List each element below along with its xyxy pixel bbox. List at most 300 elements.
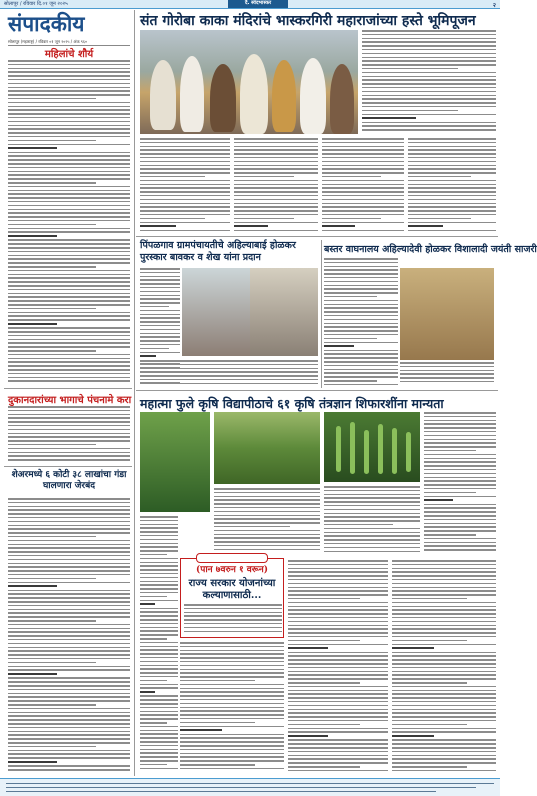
text-line bbox=[234, 218, 294, 220]
text-line bbox=[140, 172, 230, 174]
text-line bbox=[140, 344, 180, 346]
text-line bbox=[8, 377, 130, 379]
text-line bbox=[234, 161, 318, 163]
text-line bbox=[214, 492, 320, 494]
text-line bbox=[324, 353, 398, 355]
text-line bbox=[392, 636, 496, 638]
text-line bbox=[8, 635, 130, 637]
text-line bbox=[140, 661, 178, 663]
text-line bbox=[140, 291, 180, 293]
text-line bbox=[8, 536, 96, 538]
text-line bbox=[234, 142, 318, 144]
text-line bbox=[180, 760, 284, 762]
text-line bbox=[322, 218, 381, 220]
text-line bbox=[140, 317, 180, 319]
text-line bbox=[140, 355, 156, 357]
text-line bbox=[180, 657, 284, 659]
editorial-headline-1: महिलांचे शौर्य bbox=[44, 49, 94, 60]
text-line bbox=[180, 665, 284, 667]
headline-agri: महात्मा फुले कृषि विद्यापीठाचे ६१ कृषि तंत्रज्ञान शिफारशींना मान्यता bbox=[140, 396, 444, 411]
text-line bbox=[8, 113, 130, 115]
text-line bbox=[180, 710, 284, 712]
text-line bbox=[408, 146, 496, 148]
text-line bbox=[8, 436, 130, 438]
text-line bbox=[8, 601, 130, 603]
text-line bbox=[424, 439, 496, 441]
text-line bbox=[424, 499, 453, 501]
text-line bbox=[408, 138, 496, 140]
text-line bbox=[8, 624, 130, 626]
text-line bbox=[180, 714, 284, 716]
text-line bbox=[322, 138, 404, 140]
text-line bbox=[322, 153, 404, 155]
text-line bbox=[392, 564, 496, 566]
text-line bbox=[180, 768, 284, 770]
box-title: राज्य सरकार योजनांच्या कल्याणासाठी... bbox=[188, 578, 276, 601]
text-line bbox=[288, 739, 388, 741]
text-line bbox=[140, 360, 318, 362]
section-rule bbox=[136, 236, 498, 237]
text-line bbox=[8, 228, 130, 230]
text-line bbox=[8, 60, 130, 62]
text-line bbox=[140, 543, 178, 545]
text-line bbox=[8, 677, 130, 679]
text-line bbox=[288, 682, 360, 684]
text-line bbox=[140, 638, 167, 640]
text-line bbox=[234, 230, 318, 232]
text-line bbox=[288, 705, 388, 707]
text-line bbox=[324, 490, 420, 492]
text-line bbox=[8, 258, 130, 260]
text-line bbox=[408, 168, 496, 170]
text-line bbox=[392, 575, 496, 577]
text-line bbox=[8, 125, 130, 127]
text-line bbox=[140, 142, 230, 144]
text-line bbox=[234, 172, 318, 174]
text-line bbox=[140, 726, 178, 728]
text-line bbox=[214, 526, 290, 528]
headline-middle-right: बस्तर वाघनालय अहिल्यादेवी होळकर विशालादी जयंती साजरी bbox=[324, 244, 537, 255]
text-line bbox=[288, 663, 388, 665]
text-line bbox=[8, 277, 130, 279]
text-line bbox=[8, 186, 130, 188]
text-line bbox=[408, 210, 496, 212]
text-line bbox=[180, 703, 284, 705]
text-line bbox=[140, 295, 180, 297]
text-line bbox=[424, 511, 496, 513]
text-line bbox=[408, 172, 496, 174]
text-line bbox=[424, 427, 496, 429]
text-line bbox=[8, 421, 130, 423]
text-line bbox=[140, 741, 178, 743]
text-line bbox=[324, 273, 398, 275]
text-line bbox=[140, 364, 318, 366]
crop-photo-3 bbox=[324, 412, 420, 482]
text-line bbox=[140, 764, 167, 766]
text-line bbox=[424, 526, 496, 528]
text-line bbox=[324, 315, 398, 317]
text-line bbox=[8, 255, 130, 257]
text-line bbox=[8, 239, 130, 241]
text-line bbox=[184, 615, 282, 617]
imprint-footer bbox=[0, 778, 500, 796]
text-line bbox=[140, 276, 180, 278]
text-line bbox=[408, 214, 496, 216]
text-line bbox=[324, 296, 377, 298]
text-line bbox=[392, 640, 467, 642]
text-line bbox=[180, 699, 284, 701]
text-line bbox=[234, 187, 318, 189]
text-line bbox=[322, 195, 404, 197]
text-line bbox=[324, 501, 420, 503]
text-line bbox=[8, 350, 96, 352]
text-line bbox=[8, 109, 130, 111]
text-line bbox=[8, 323, 57, 325]
text-line bbox=[140, 634, 178, 636]
text-line bbox=[140, 596, 167, 598]
text-line bbox=[8, 163, 130, 165]
text-line bbox=[8, 746, 96, 748]
text-line bbox=[392, 697, 496, 699]
text-line bbox=[8, 517, 130, 519]
text-line bbox=[140, 272, 180, 274]
text-line bbox=[180, 646, 284, 648]
text-line bbox=[362, 49, 496, 51]
text-line bbox=[362, 83, 496, 85]
text-line bbox=[184, 604, 282, 606]
text-line bbox=[180, 737, 284, 739]
text-line bbox=[8, 723, 130, 725]
text-line bbox=[424, 458, 496, 460]
text-line bbox=[8, 79, 130, 81]
text-line bbox=[324, 528, 420, 530]
text-line bbox=[8, 609, 130, 611]
text-line bbox=[288, 613, 388, 615]
text-line bbox=[322, 187, 404, 189]
text-line bbox=[184, 612, 282, 614]
text-line bbox=[8, 64, 130, 66]
text-line bbox=[8, 193, 130, 195]
text-line bbox=[140, 206, 230, 208]
text-line bbox=[324, 350, 398, 352]
text-line bbox=[234, 199, 318, 201]
text-line bbox=[424, 523, 496, 525]
text-line bbox=[324, 509, 420, 511]
text-line bbox=[288, 583, 388, 585]
text-line bbox=[180, 753, 284, 755]
text-line bbox=[214, 499, 320, 501]
text-line bbox=[400, 381, 494, 383]
text-line bbox=[424, 515, 496, 517]
text-line bbox=[362, 60, 496, 62]
text-line bbox=[8, 174, 130, 176]
text-line bbox=[180, 650, 284, 652]
text-line bbox=[8, 563, 130, 565]
text-line bbox=[140, 520, 178, 522]
text-line bbox=[424, 534, 476, 536]
text-line bbox=[214, 496, 320, 498]
text-line bbox=[392, 762, 496, 764]
text-line bbox=[140, 191, 230, 193]
text-line bbox=[288, 606, 388, 608]
text-line bbox=[8, 605, 130, 607]
text-line bbox=[140, 680, 167, 682]
text-line bbox=[8, 616, 130, 618]
text-line bbox=[140, 611, 178, 613]
text-line bbox=[8, 639, 130, 641]
text-line bbox=[362, 68, 458, 70]
text-line bbox=[140, 302, 180, 304]
text-line bbox=[392, 625, 496, 627]
section-rule bbox=[4, 388, 132, 389]
text-line bbox=[408, 225, 443, 227]
text-line bbox=[392, 667, 496, 669]
text-line bbox=[424, 549, 496, 551]
text-line bbox=[8, 266, 96, 268]
text-line bbox=[424, 473, 496, 475]
text-line bbox=[140, 550, 178, 552]
text-line bbox=[8, 448, 130, 450]
text-line bbox=[324, 304, 398, 306]
masthead-band bbox=[0, 0, 500, 9]
text-line bbox=[408, 206, 496, 208]
text-line bbox=[140, 627, 178, 629]
text-line bbox=[234, 165, 318, 167]
text-line bbox=[8, 700, 130, 702]
text-line bbox=[362, 129, 496, 131]
text-line bbox=[400, 366, 494, 368]
text-line bbox=[140, 306, 169, 308]
text-line bbox=[8, 132, 130, 134]
text-line bbox=[8, 358, 130, 360]
text-line bbox=[8, 209, 130, 211]
text-line bbox=[8, 689, 130, 691]
text-line bbox=[324, 361, 398, 363]
text-line bbox=[322, 176, 381, 178]
text-line bbox=[424, 442, 496, 444]
text-line bbox=[8, 140, 96, 142]
text-line bbox=[8, 528, 130, 530]
text-line bbox=[180, 722, 255, 724]
text-line bbox=[324, 281, 398, 283]
text-line bbox=[140, 138, 230, 140]
text-line bbox=[324, 342, 398, 344]
text-line bbox=[140, 329, 180, 331]
text-line bbox=[362, 110, 458, 112]
text-column bbox=[362, 30, 496, 134]
text-line bbox=[8, 673, 57, 675]
text-line bbox=[392, 739, 496, 741]
text-line bbox=[180, 676, 284, 678]
text-line bbox=[234, 222, 318, 224]
text-line bbox=[140, 745, 178, 747]
text-line bbox=[180, 661, 284, 663]
text-line bbox=[140, 383, 318, 385]
text-line bbox=[324, 494, 420, 496]
text-line bbox=[214, 511, 320, 513]
headline-middle-left: पिंपळगाव ग्रामपंचायतीचे अहिल्याबाई होळकर पुरस्कार बावकर व शेख यांना प्रदान bbox=[140, 240, 296, 263]
text-line bbox=[234, 180, 318, 182]
text-line bbox=[8, 190, 130, 192]
text-line bbox=[8, 765, 130, 767]
text-line bbox=[140, 630, 178, 632]
text-line bbox=[322, 142, 404, 144]
text-line bbox=[140, 733, 178, 735]
text-line bbox=[180, 764, 255, 766]
text-line bbox=[8, 410, 130, 412]
text-line bbox=[140, 653, 178, 655]
text-line bbox=[8, 361, 130, 363]
text-line bbox=[8, 281, 130, 283]
text-line bbox=[140, 676, 178, 678]
text-line bbox=[8, 738, 130, 740]
text-line bbox=[322, 172, 404, 174]
text-line bbox=[362, 125, 496, 127]
text-line bbox=[8, 243, 130, 245]
text-column bbox=[408, 138, 496, 234]
box-kicker: (पान ७वरुन १ वरून) bbox=[195, 565, 269, 575]
text-line bbox=[140, 691, 155, 693]
text-line bbox=[140, 730, 178, 732]
text-line bbox=[324, 357, 398, 359]
text-line bbox=[424, 519, 496, 521]
text-line bbox=[392, 590, 496, 592]
text-line bbox=[324, 311, 398, 313]
text-line bbox=[288, 571, 388, 573]
text-line bbox=[288, 667, 388, 669]
text-line bbox=[8, 147, 57, 149]
text-line bbox=[408, 153, 496, 155]
text-line bbox=[8, 628, 130, 630]
text-line bbox=[140, 558, 178, 560]
text-line bbox=[324, 513, 420, 515]
text-line bbox=[322, 184, 404, 186]
text-line bbox=[288, 701, 388, 703]
text-line bbox=[8, 547, 130, 549]
text-line bbox=[288, 731, 388, 733]
text-line bbox=[234, 195, 318, 197]
text-line bbox=[324, 497, 420, 499]
text-line bbox=[8, 274, 130, 276]
text-line bbox=[324, 543, 420, 545]
text-line bbox=[140, 340, 180, 342]
text-line bbox=[408, 191, 496, 193]
text-line bbox=[288, 568, 388, 570]
text-line bbox=[8, 285, 130, 287]
text-line bbox=[8, 540, 130, 542]
text-line bbox=[8, 753, 130, 755]
text-line bbox=[392, 579, 496, 581]
text-line bbox=[8, 304, 130, 306]
text-line bbox=[8, 425, 130, 427]
text-line bbox=[392, 766, 467, 768]
text-line bbox=[140, 642, 178, 644]
text-line bbox=[288, 678, 388, 680]
text-line bbox=[288, 659, 388, 661]
text-line bbox=[324, 524, 393, 526]
text-line bbox=[408, 161, 496, 163]
text-line bbox=[324, 330, 398, 332]
text-line bbox=[8, 308, 96, 310]
text-line bbox=[288, 575, 388, 577]
text-line bbox=[322, 225, 355, 227]
text-line bbox=[8, 182, 96, 184]
text-line bbox=[324, 285, 398, 287]
text-line bbox=[322, 168, 404, 170]
text-line bbox=[288, 560, 388, 562]
text-line bbox=[140, 546, 178, 548]
text-line bbox=[8, 327, 130, 329]
text-line bbox=[324, 505, 420, 507]
text-line bbox=[408, 176, 471, 178]
text-line bbox=[180, 726, 284, 728]
text-line bbox=[392, 663, 496, 665]
text-line bbox=[140, 699, 178, 701]
text-line bbox=[8, 693, 130, 695]
text-line bbox=[234, 184, 318, 186]
text-line bbox=[362, 102, 496, 104]
text-line bbox=[140, 714, 178, 716]
text-line bbox=[8, 335, 130, 337]
text-line bbox=[324, 266, 398, 268]
text-line bbox=[392, 674, 496, 676]
text-line bbox=[140, 524, 178, 526]
text-line bbox=[140, 379, 318, 381]
text-line bbox=[424, 420, 496, 422]
text-line bbox=[288, 594, 388, 596]
text-line bbox=[288, 693, 388, 695]
text-line bbox=[140, 615, 178, 617]
crop-photo-1 bbox=[140, 412, 210, 512]
editorial-headline-2: दुकानदारांच्या भागाचे पंचनामे करा bbox=[8, 395, 132, 406]
text-line bbox=[214, 541, 320, 543]
text-line bbox=[214, 488, 320, 490]
text-line bbox=[392, 686, 496, 688]
text-line bbox=[324, 486, 420, 488]
text-line bbox=[140, 657, 178, 659]
text-line bbox=[288, 674, 388, 676]
text-line bbox=[140, 314, 180, 316]
text-line bbox=[8, 440, 130, 442]
text-line bbox=[324, 532, 420, 534]
text-line bbox=[140, 581, 178, 583]
text-line bbox=[8, 731, 130, 733]
text-line bbox=[234, 176, 294, 178]
text-line bbox=[8, 631, 130, 633]
text-column bbox=[324, 486, 420, 556]
editorial-headline-3: शेअरमध्ये ६ कोटी ३८ लाखांचा गंडा घालणारा जेरबंद bbox=[11, 470, 127, 491]
text-line bbox=[140, 573, 178, 575]
text-line bbox=[408, 222, 496, 224]
text-line bbox=[140, 592, 178, 594]
text-line bbox=[8, 433, 130, 435]
text-line bbox=[180, 718, 284, 720]
text-line bbox=[140, 768, 178, 770]
text-line bbox=[234, 210, 318, 212]
text-line bbox=[288, 735, 328, 737]
text-line bbox=[180, 688, 284, 690]
text-line bbox=[8, 582, 130, 584]
text-line bbox=[424, 496, 496, 498]
text-line bbox=[424, 484, 496, 486]
text-line bbox=[8, 71, 130, 73]
text-line bbox=[8, 117, 130, 119]
text-line bbox=[8, 708, 130, 710]
text-line bbox=[392, 659, 496, 661]
text-line bbox=[400, 373, 494, 375]
text-line bbox=[288, 628, 388, 630]
text-line bbox=[184, 619, 282, 621]
